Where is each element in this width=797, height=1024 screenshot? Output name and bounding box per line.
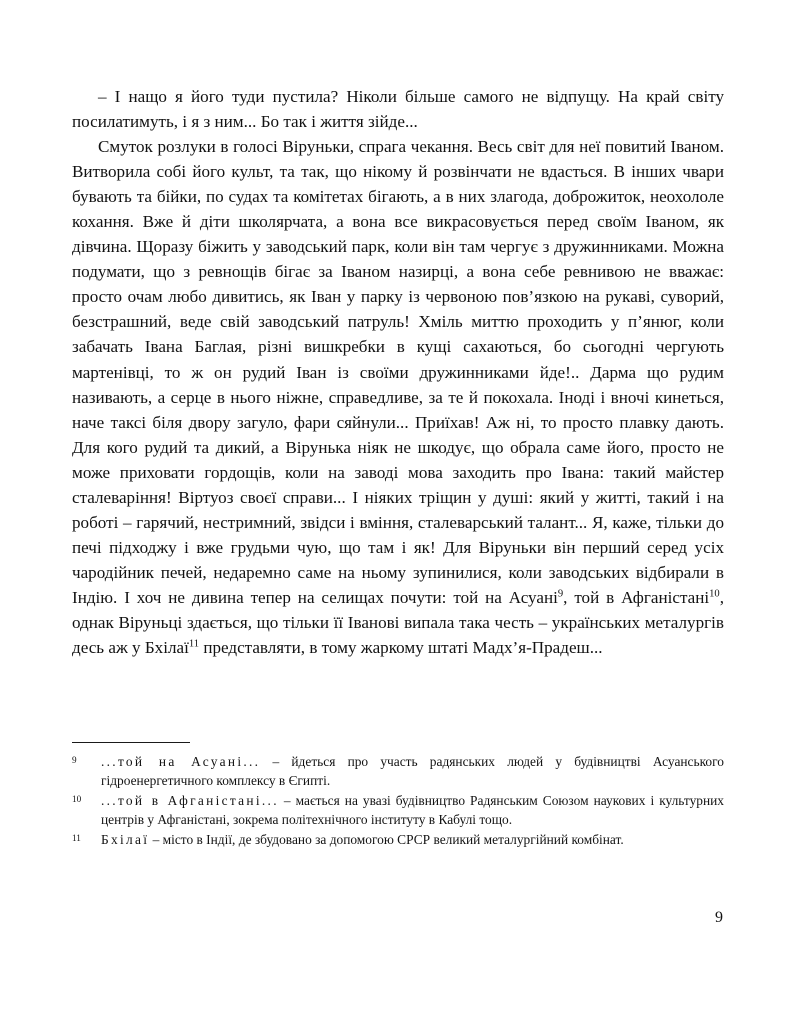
footnote-lemma: ...той в Афганістані... xyxy=(101,792,279,808)
footnote-list xyxy=(72,752,724,849)
footnote-body: – йдеться про участь радянських людей у будівництві Асуанського гідроенергетичного комплексу в Єгипті. xyxy=(101,754,724,789)
page-content xyxy=(72,84,724,660)
footnote-item xyxy=(72,752,724,790)
footnote-separator-rule xyxy=(72,742,190,743)
footnote-lemma: ...той на Асуані... xyxy=(101,754,261,769)
footnote-item xyxy=(72,791,724,829)
footnote-number: 11 xyxy=(72,832,81,843)
footnote-lemma: Бхілаї xyxy=(101,831,150,847)
paragraph-narrative xyxy=(72,134,724,660)
footnote-body: – місто в Індії, де збудовано за допомогою СРСР великий металургійний комбінат. xyxy=(149,831,624,847)
footnote-ref-9[interactable]: 9 xyxy=(557,588,564,600)
footnotes-section xyxy=(72,742,724,850)
paragraph-segment-text: , однак Віруньці здається, що тільки її Іванові випала така честь – українських металургів десь аж у Бхілаї xyxy=(72,587,724,658)
footnote-ref-11[interactable]: 11 xyxy=(188,638,200,650)
footnote-ref-10[interactable]: 10 xyxy=(709,588,720,600)
paragraph-segment-text: представляти, в тому жаркому штаті Мадх’я-Прадеш... xyxy=(199,638,603,658)
footnote-number: 9 xyxy=(72,755,77,765)
paragraph-dialogue: – І нащо я його туди пустила? Ніколи більше самого не відпущу. На край світу посилатимуть, і я з ним... Бо так і життя зійде... xyxy=(72,87,724,132)
body-text-block xyxy=(72,84,724,660)
paragraph-segment-text: , той в Афганістані xyxy=(563,587,710,607)
footnote-item xyxy=(72,830,724,849)
footnote-number: 10 xyxy=(72,793,82,804)
page-number: 9 xyxy=(715,909,723,926)
footnote-body: – мається на увазі будівництво Радянським Союзом наукових і культурних центрів у Афганістані, зокрема політехнічного інституту в Кабулі тощо. xyxy=(101,792,724,828)
paragraph-segment-text: Смуток розлуки в голосі Віруньки, спрага чекання. Весь світ для неї повитий Іваном. Витворила собі його культ, та так, що нікому й розвінчати не вдасться. В інших чвари бувають та бійки, по судах та комітетах бігають, а в них злагода, доброжиток, неохололе кохання. Вже й діти школярчата, а вона все викрасовується перед своїм Іваном, як дівчина. Щоразу біжить у заводський парк, коли він там чергує з дружинниками. Можна подумати, що з ревнощів бігає за Іваном назирці, а вона себе ревнивою не вважає: просто очам любо дивитись, як Іван у парку із червоною пов’язкою на рукаві, суворий, безстрашний, веде свій заводський патруль! Хміль миттю проходить у п’янюг, коли забачать Івана Баглая, різні вишкребки в кущі сахаються, бо сьогодні чергують мартенівці, то ж он рудий Іван із своїми дружинниками йде!.. Дарма що рудим називають, а серце в нього ніжне, справедливе, за те й покохала. Іноді і вночі кинеться, наче таксі біля двору загуло, фари сяйнули... Приїхав! Аж ні, то просто плавку дають. Для кого рудий та дикий, а Вірунька ніяк не шкодує, що обрала саме його, просто не може приховати гордощів, коли на заводі мова заходить про Івана: такий майстер сталеваріння! Віртуоз своєї справи... І ніяких тріщин у душі: який у житті, такий і на роботі – гарячий, нестримний, звідси і вміння, сталеварський талант... Я, каже, тільки до печі підходжу і вже грудьми чую, що там і як! Для Віруньки він перший серед усіх чародійник печей, недаремно саме на ньому зупинилися, коли заводських відбирали в Індію. І хоч не дивина тепер на селищах почути: той на Асуані xyxy=(72,137,724,607)
